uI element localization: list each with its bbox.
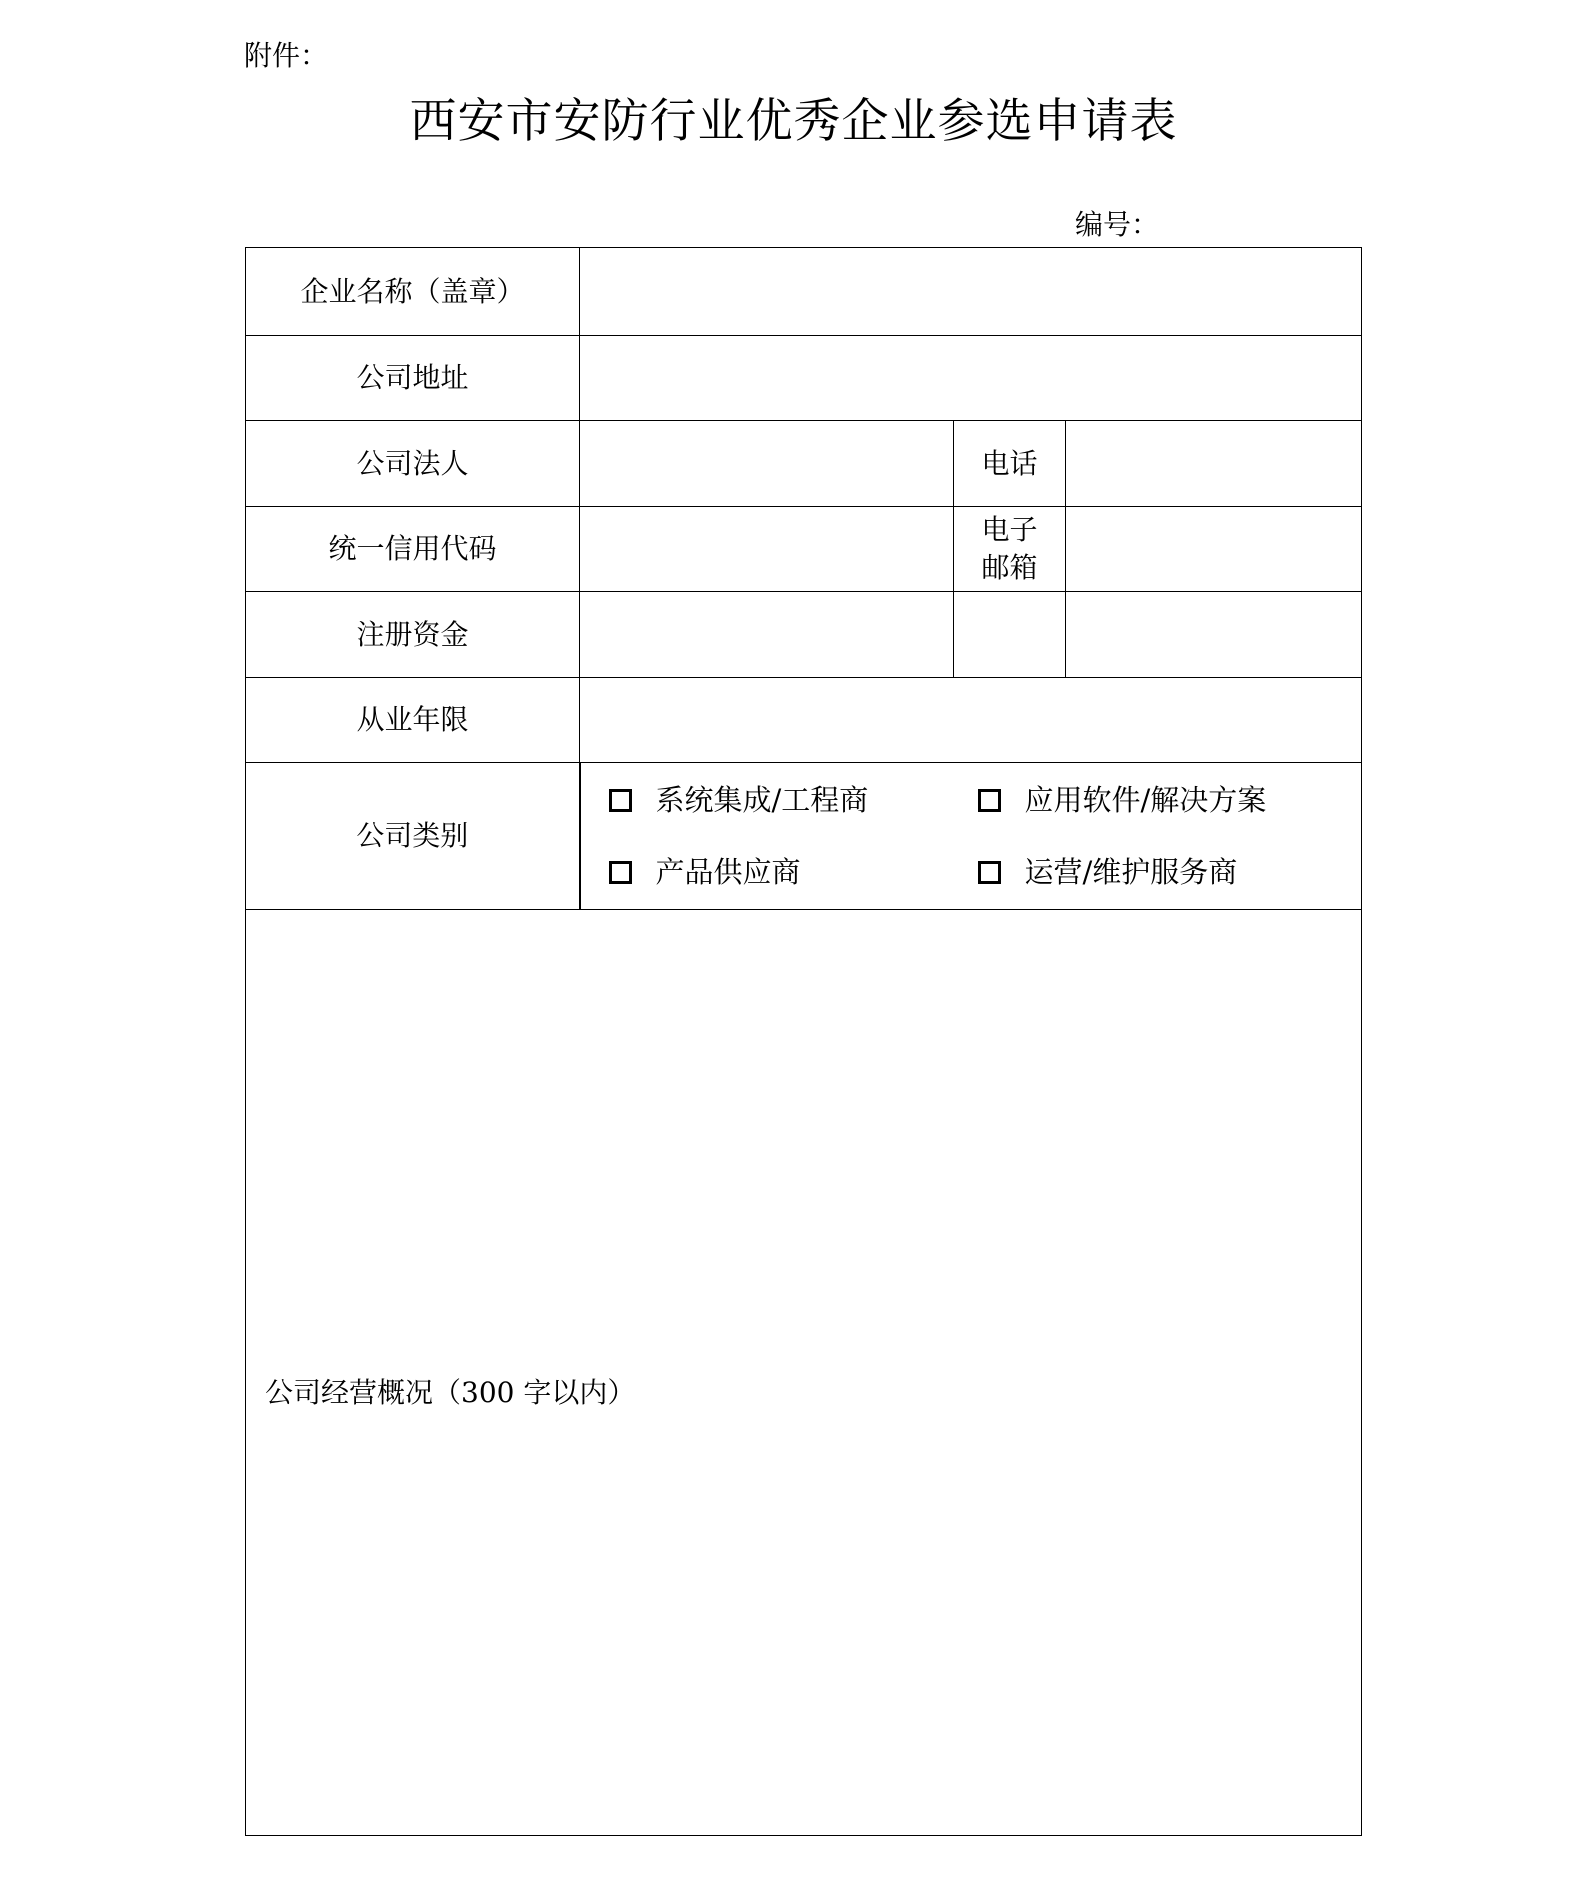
number-label: 编号： bbox=[1075, 208, 1160, 241]
category-option-software-solutions[interactable] bbox=[978, 779, 1362, 821]
business-summary-label: 公司经营概况（300 字以内） bbox=[265, 1375, 636, 1409]
blank-label-cell bbox=[954, 592, 1066, 678]
row-company-category bbox=[246, 763, 1362, 910]
company-address-label: 公司地址 bbox=[246, 336, 580, 421]
category-option-system-integrator[interactable] bbox=[609, 779, 978, 821]
attachment-label: 附件： bbox=[244, 39, 329, 72]
email-field[interactable] bbox=[1066, 507, 1362, 592]
legal-person-label: 公司法人 bbox=[246, 421, 580, 507]
checkbox-icon[interactable] bbox=[978, 789, 1001, 812]
row-registered-capital bbox=[246, 592, 1362, 678]
category-options bbox=[580, 763, 1362, 910]
blank-value-cell[interactable] bbox=[1066, 592, 1362, 678]
checkbox-icon[interactable] bbox=[609, 861, 632, 884]
legal-person-field[interactable] bbox=[580, 421, 954, 507]
row-company-name bbox=[246, 248, 1362, 336]
years-in-business-field[interactable] bbox=[580, 678, 1362, 763]
row-business-summary bbox=[246, 910, 1362, 1836]
category-option-label: 产品供应商 bbox=[655, 855, 801, 889]
phone-field[interactable] bbox=[1066, 421, 1362, 507]
credit-code-label: 统一信用代码 bbox=[246, 507, 580, 592]
email-label-line1: 电子 bbox=[981, 513, 1038, 546]
company-name-label: 企业名称（盖章） bbox=[246, 248, 580, 336]
phone-label: 电话 bbox=[954, 421, 1066, 507]
category-label: 公司类别 bbox=[246, 763, 580, 910]
row-credit-code bbox=[246, 507, 1362, 592]
category-option-product-supplier[interactable] bbox=[609, 851, 978, 893]
company-address-field[interactable] bbox=[580, 336, 1362, 421]
credit-code-field[interactable] bbox=[580, 507, 954, 592]
category-option-label: 运营/维护服务商 bbox=[1024, 855, 1238, 889]
checkbox-icon[interactable] bbox=[609, 789, 632, 812]
checkbox-icon[interactable] bbox=[978, 861, 1001, 884]
category-option-label: 应用软件/解决方案 bbox=[1024, 783, 1267, 817]
company-name-field[interactable] bbox=[580, 248, 1362, 336]
years-in-business-label: 从业年限 bbox=[246, 678, 580, 763]
registered-capital-field[interactable] bbox=[580, 592, 954, 678]
page-title: 西安市安防行业优秀企业参选申请表 bbox=[409, 94, 1178, 149]
row-legal-person bbox=[246, 421, 1362, 507]
email-label bbox=[954, 507, 1066, 592]
category-option-operations-maintenance[interactable] bbox=[978, 851, 1362, 893]
business-summary-field[interactable] bbox=[246, 910, 1362, 1836]
row-company-address bbox=[246, 336, 1362, 421]
email-label-line2: 邮箱 bbox=[981, 551, 1038, 584]
category-option-label: 系统集成/工程商 bbox=[655, 783, 869, 817]
application-form-table bbox=[245, 247, 1362, 1836]
registered-capital-label: 注册资金 bbox=[246, 592, 580, 678]
row-years-in-business bbox=[246, 678, 1362, 763]
